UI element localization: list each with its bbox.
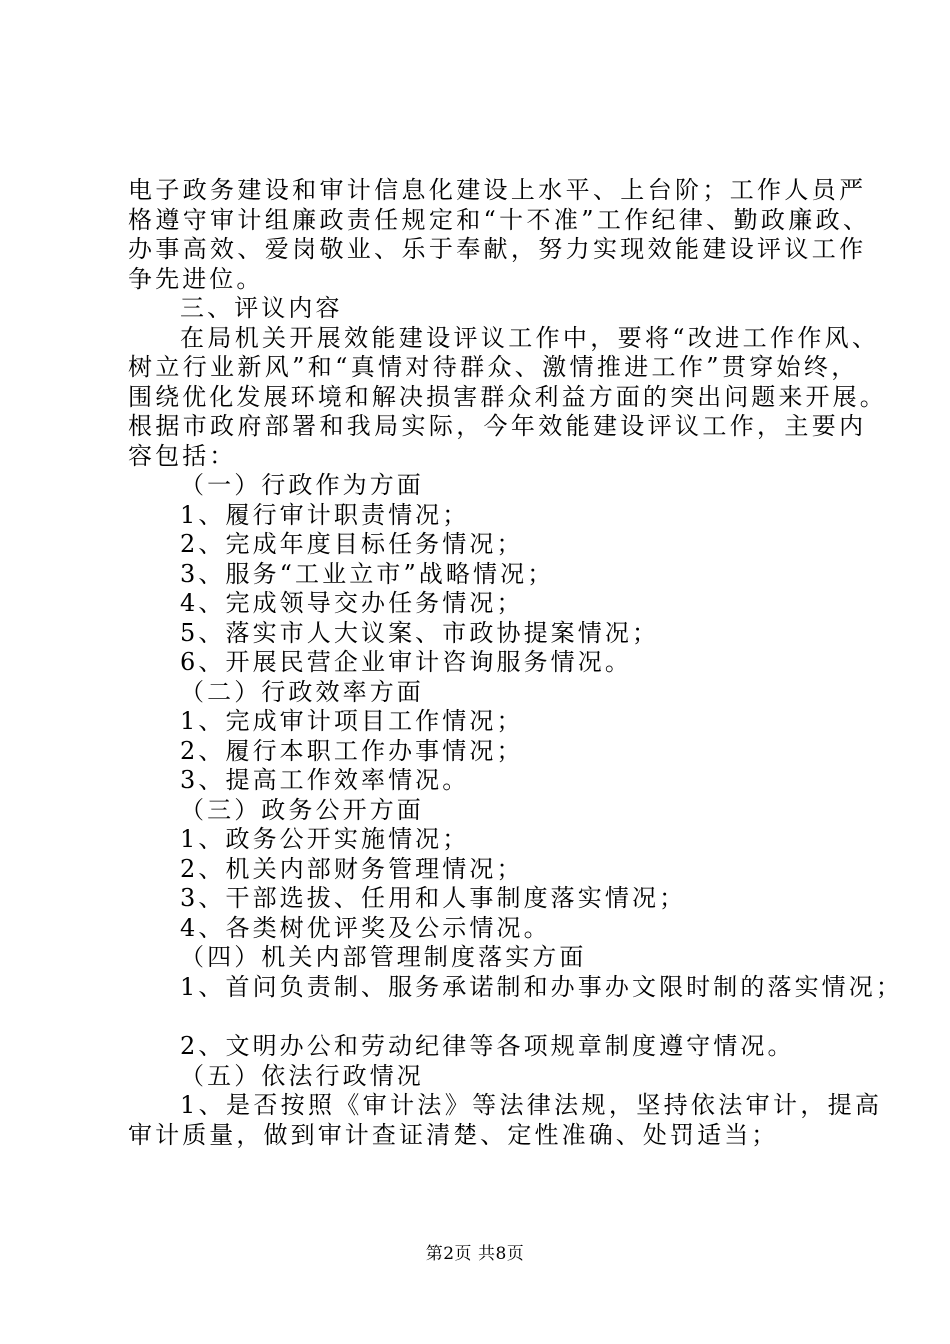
list-item: 1、履行审计职责情况； xyxy=(180,500,470,529)
paragraph-line: 容包括： xyxy=(128,441,237,470)
subsection-heading: （三）政务公开方面 xyxy=(180,795,424,824)
list-item: 4、完成领导交办任务情况； xyxy=(180,589,524,617)
list-item: 3、提高工作效率情况。 xyxy=(180,766,470,794)
list-item: 2、机关内部财务管理情况； xyxy=(180,854,524,883)
list-item: 3、服务“工业立市”战略情况； xyxy=(180,559,555,588)
paragraph-line: 办事高效、爱岗敬业、乐于奉献，努力实现效能建设评议工作 xyxy=(128,235,867,263)
list-item: 1、首问负责制、服务承诺制和办事办文限时制的落实情况； xyxy=(180,972,903,1001)
paragraph-line: 根据市政府部署和我局实际，今年效能建设评议工作，主要内 xyxy=(128,412,867,440)
paragraph-line: 电子政务建设和审计信息化建设上水平、上台阶；工作人员严 xyxy=(128,176,867,204)
subsection-heading: （五）依法行政情况 xyxy=(180,1061,424,1090)
list-item: 1、政务公开实施情况； xyxy=(180,825,470,853)
list-item: 2、完成年度目标任务情况； xyxy=(180,530,524,558)
list-item: 4、各类树优评奖及公示情况。 xyxy=(180,913,551,942)
paragraph-line: 在局机关开展效能建设评议工作中，要将“改进工作作风、 xyxy=(180,323,880,352)
page-number-footer: 第2页 共8页 xyxy=(425,1244,525,1264)
subsection-heading: （二）行政效率方面 xyxy=(180,677,424,706)
paragraph-line: 格遵守审计组廉政责任规定和“十不准”工作纪律、勤政廉政、 xyxy=(128,205,871,234)
subsection-heading: （一）行政作为方面 xyxy=(180,471,424,499)
list-item: 6、开展民营企业审计咨询服务情况。 xyxy=(180,648,632,676)
paragraph-line: 围绕优化发展环境和解决损害群众利益方面的突出问题来开展。 xyxy=(128,382,887,411)
list-item: 2、履行本职工作办事情况； xyxy=(180,736,524,765)
subsection-heading: （四）机关内部管理制度落实方面 xyxy=(180,943,587,971)
paragraph-line: 树立行业新风”和“真情对待群众、激情推进工作”贯穿始终， xyxy=(128,353,859,381)
list-item: 5、落实市人大议案、市政协提案情况； xyxy=(180,618,660,647)
section-heading: 三、评议内容 xyxy=(180,294,343,322)
paragraph-line: 争先进位。 xyxy=(128,264,264,293)
list-item: 1、完成审计项目工作情况； xyxy=(180,707,524,735)
list-item: 2、文明办公和劳动纪律等各项规章制度遵守情况。 xyxy=(180,1032,795,1060)
document-body xyxy=(128,176,903,1150)
list-item: 3、干部选拔、任用和人事制度落实情况； xyxy=(180,884,687,912)
list-item: 1、是否按照《审计法》等法律法规，坚持依法审计，提高 xyxy=(180,1091,883,1119)
paragraph-line: 审计质量，做到审计查证清楚、定性准确、处罚适当； xyxy=(128,1120,779,1149)
blank-line xyxy=(128,1002,838,1032)
